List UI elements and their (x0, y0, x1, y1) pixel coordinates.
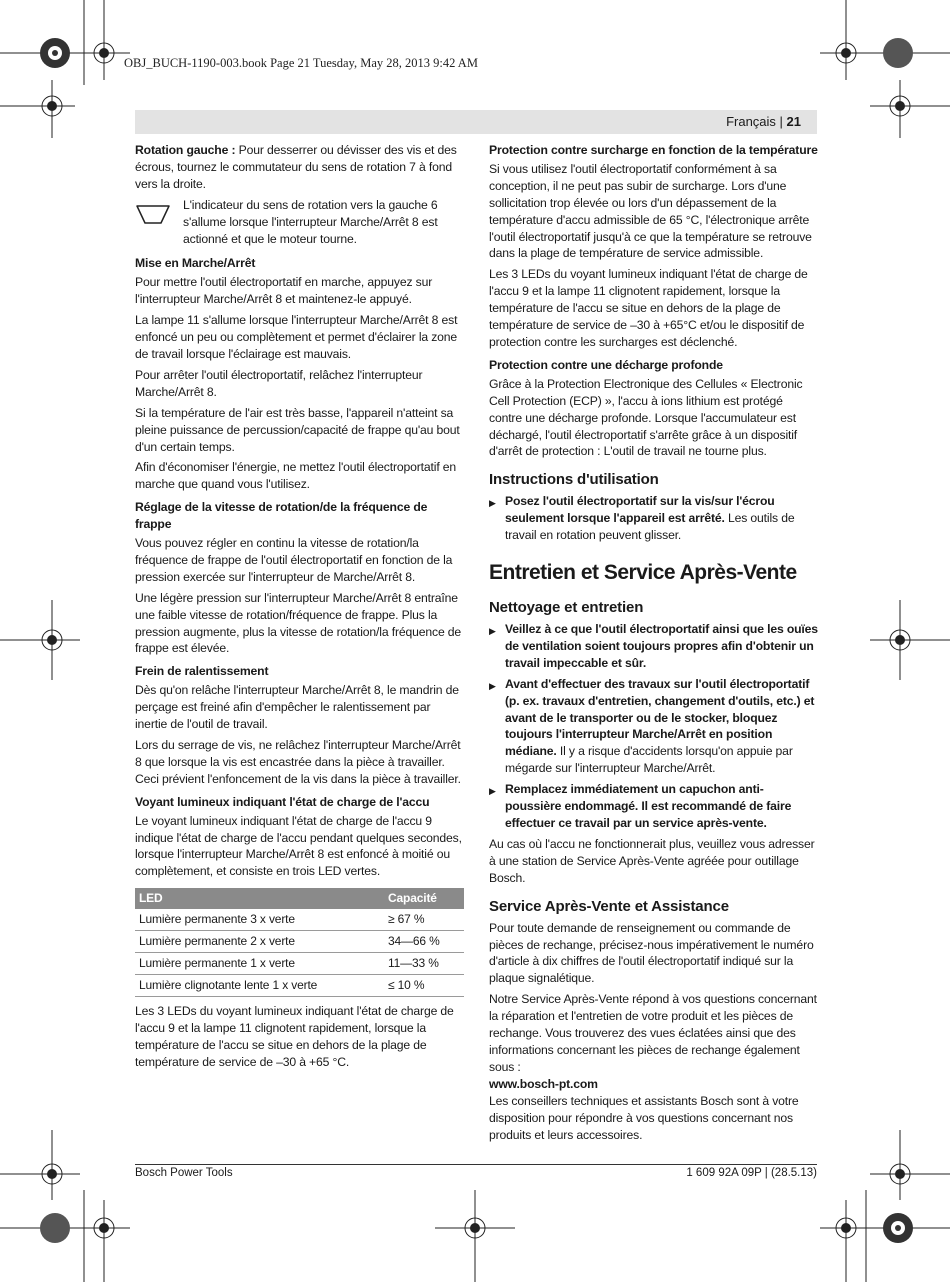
page-header-label (726, 114, 801, 129)
table-cell: Lumière permanente 3 x verte (135, 909, 384, 930)
triangle-bullet-icon: ▶ (489, 786, 496, 797)
bullet-text: Les outils de travail en rotation peuvent glisser. (505, 511, 795, 543)
table-row (135, 974, 464, 996)
bullet-item (489, 493, 818, 544)
right-column (489, 142, 818, 1147)
table-cell: Lumière permanente 1 x verte (135, 952, 384, 974)
registration-mark-mid-left (0, 600, 80, 680)
bullet-text: Il y a risque d'accidents lorsqu'on appuie par mégarde sur l'interrupteur Marche/Arrêt. (505, 744, 793, 776)
paragraph: Notre Service Après-Vente répond à vos questions concernant la réparation et l'entretien de votre produit et les pièces de rechange. Vous trouverez des vues éclatées ainsi que des informations concernant les pièces de rechange également sous : (489, 992, 817, 1074)
section-heading: Voyant lumineux indiquant l'état de charge de l'accu (135, 794, 430, 809)
rotation-text: Pour desserrer ou dévisser des vis et des écrous, tournez le commutateur du sens de rotation 7 à fond vers la droite. (135, 143, 457, 191)
registration-mark-top-left (0, 0, 140, 140)
note-icon (135, 197, 173, 248)
section-heading: Réglage de la vitesse de rotation/de la fréquence de frappe (135, 500, 428, 532)
table-row (135, 931, 464, 953)
rotation-title: Rotation gauche : (135, 143, 236, 157)
paragraph: Pour toute demande de renseignement ou commande de pièces de rechange, précisez-nous impérativement le numéro d'article à dix chiffres de l'outil électroportatif indiqué sur la plaque signalétique. (489, 920, 814, 986)
registration-mark-bottom-left (0, 1130, 140, 1282)
left-column (135, 142, 464, 1074)
section-heading: Frein de ralentissement (135, 664, 269, 679)
note-box (135, 197, 464, 248)
led-capacity-table (135, 888, 464, 997)
subsection-heading: Instructions d'utilisation (489, 471, 659, 489)
bullet-bold: Veillez à ce que l'outil électroportatif ainsi que les ouïes de ventilation soient toujours propres afin d'obtenir un travail impeccable et sûr. (505, 622, 818, 670)
registration-mark-bottom-center (435, 1190, 515, 1282)
paragraph: Si vous utilisez l'outil électroportatif conformément à sa conception, il ne peut pas subir de surcharge. Lors d'une sollicitation trop élevée ou lors d'un dépassement de la température d'accu admissible de 65 °C, l'électronique arrête l'outil électroportatif jusqu'à ce que la température se retrouve dans la plage de température de service admissible. (489, 161, 812, 261)
page-header-bar (135, 110, 817, 134)
bullet-item (489, 676, 818, 777)
paragraph: Lors du serrage de vis, ne relâchez l'interrupteur Marche/Arrêt 8 que lorsque la vis est encastrée dans la pièce à travailler. Ceci prévient l'enfoncement de la vis dans la pièce à travailler. (135, 738, 461, 786)
footer-doc-number: 1 609 92A 09P | (28.5.13) (686, 1167, 817, 1179)
table-header-row (135, 888, 464, 909)
subsection-heading: Nettoyage et entretien (489, 599, 644, 617)
paragraph: Une légère pression sur l'interrupteur Marche/Arrêt 8 entraîne une faible vitesse de rotation/fréquence de frappe. Plus la pression augmente, plus la vitesse de rotation/la fréquence de frappe est élevée. (135, 590, 462, 656)
paragraph: Dès qu'on relâche l'interrupteur Marche/Arrêt 8, le mandrin de perçage est freiné afin d'empêcher le ralentissement par inertie de l'outil de travail. (135, 683, 459, 732)
bullet-bold: Avant d'effectuer des travaux sur l'outil électroportatif (p. ex. travaux d'entretien, changement d'outils, etc.) et avant de le transporter ou de le stocker, bloquez toujours l'interrupteur Marche/Arrêt en position médiane. (505, 676, 815, 759)
table-cell: ≤ 10 % (384, 974, 464, 996)
paragraph: Au cas où l'accu ne fonctionnerait plus, veuillez vous adresser à une station de Service Après-Vente agréée pour outillage Bosch. (489, 836, 815, 885)
bullet-bold: Posez l'outil électroportatif sur la vis/sur l'écrou seulement lorsque l'appareil est arrêté. (505, 494, 775, 526)
section-heading: Mise en Marche/Arrêt (135, 256, 256, 271)
table-row (135, 952, 464, 974)
paragraph: Grâce à la Protection Electronique des Cellules « Electronic Cell Protection (ECP) », l'accu à ions lithium est protégé contre une décharge profonde. Lorsque l'accumulateur est déchargé, l'outil électroportatif s'arrête grâce à un dispositif d'arrêt de protection : L'outil de travail ne tourne plus. (489, 376, 803, 459)
footer-brand: Bosch Power Tools (135, 1167, 233, 1179)
paragraph: Les 3 LEDs du voyant lumineux indiquant l'état de charge de l'accu 9 et la lampe 11 clignotent rapidement, lorsque la température de l'accu se situe en dehors de la plage de température de service de –30 à +65 °C. (135, 1003, 454, 1069)
table-cell: ≥ 67 % (384, 909, 464, 930)
registration-mark-mid-right (870, 600, 950, 680)
subsection-heading: Service Après-Vente et Assistance (489, 897, 729, 915)
table-cell: Lumière clignotante lente 1 x verte (135, 974, 384, 996)
table-header-led: LED (135, 888, 384, 909)
bullet-item (489, 781, 818, 832)
registration-mark-top-right (810, 0, 950, 140)
paragraph: Vous pouvez régler en continu la vitesse de rotation/la fréquence de frappe de l'outil électroportatif en fonction de la pression exercée sur l'interrupteur de Marche/Arrêt 8. (135, 536, 453, 584)
registration-mark-bottom-right (810, 1130, 950, 1282)
bullet-bold: Remplacez immédiatement un capuchon anti-poussière endommagé. Il est recommandé de faire effectuer ce travail par un service après-vente. (505, 782, 792, 830)
table-cell: 11—33 % (384, 952, 464, 974)
paragraph (135, 142, 464, 193)
table-row (135, 909, 464, 930)
chapter-heading: Entretien et Service Après-Vente (489, 561, 797, 585)
table-cell: 34—66 % (384, 931, 464, 953)
bullet-item (489, 621, 818, 672)
book-info-line: OBJ_BUCH-1190-003.book Page 21 Tuesday, May 28, 2013 9:42 AM (124, 56, 478, 70)
paragraph: Pour mettre l'outil électroportatif en marche, appuyez sur l'interrupteur Marche/Arrêt 8 et maintenez-le appuyé. (135, 275, 433, 307)
note-text: L'indicateur du sens de rotation vers la gauche 6 s'allume lorsque l'interrupteur Marche/Arrêt 8 est actionné et que le moteur tourne. (183, 197, 438, 246)
page-number: 21 (786, 114, 801, 129)
header-language: Français | (726, 114, 787, 129)
section-heading: Protection contre surcharge en fonction de la température (489, 143, 818, 157)
website-link[interactable]: www.bosch-pt.com (489, 1076, 598, 1091)
section-heading: Protection contre une décharge profonde (489, 357, 723, 372)
triangle-bullet-icon: ▶ (489, 626, 496, 637)
paragraph: Pour arrêter l'outil électroportatif, relâchez l'interrupteur Marche/Arrêt 8. (135, 367, 423, 399)
paragraph: Les 3 LEDs du voyant lumineux indiquant l'état de charge de l'accu 9 et la lampe 11 clignotent rapidement, lorsque la température de l'accu se situe en dehors de la plage de température de service de –30 à +65°C et/ou le dispositif de protection contre les surcharges est déclenché. (489, 267, 808, 349)
triangle-bullet-icon: ▶ (489, 680, 496, 691)
table-header-capacity: Capacité (384, 888, 464, 909)
paragraph: Afin d'économiser l'énergie, ne mettez l'outil électroportatif en marche que quand vous l'utilisez. (135, 460, 457, 492)
paragraph: Si la température de l'air est très basse, l'appareil n'atteint sa pleine puissance de percussion/capacité de frappe qu'au bout d'un certain temps. (135, 405, 460, 454)
paragraph: Les conseillers techniques et assistants Bosch sont à votre disposition pour répondre à vos questions concernant nos produits et leurs accessoires. (489, 1093, 799, 1142)
table-cell: Lumière permanente 2 x verte (135, 931, 384, 953)
paragraph: Le voyant lumineux indiquant l'état de charge de l'accu 9 indique l'état de charge de l'accu pendant quelques secondes, lorsque l'interrupteur Marche/Arrêt 8 est enfoncé à moitié ou complètement, et consiste en trois LED vertes. (135, 813, 462, 879)
paragraph: La lampe 11 s'allume lorsque l'interrupteur Marche/Arrêt 8 est enfoncé un peu ou complètement et permet d'éclairer la zone de travail lorsque l'éclairage est mauvais. (135, 313, 458, 361)
footer-rule (135, 1164, 817, 1165)
triangle-bullet-icon: ▶ (489, 498, 496, 509)
